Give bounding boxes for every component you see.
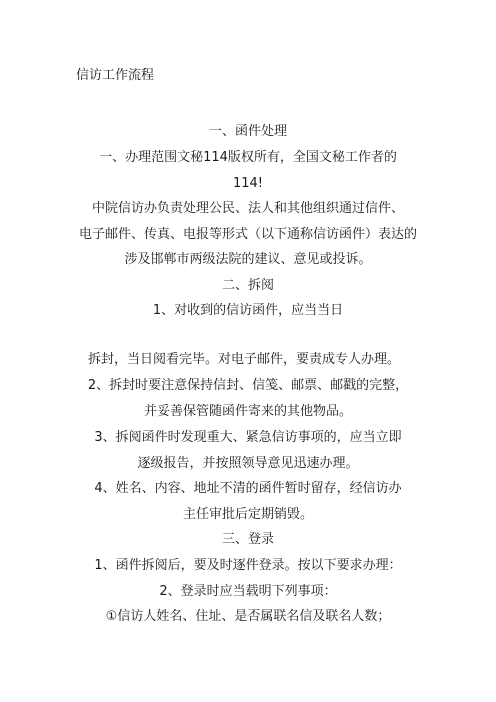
paragraph-line: 中院信访办负责处理公民、法人和其他组织通过信件、 bbox=[91, 201, 404, 216]
paragraph-line: 114! bbox=[232, 176, 264, 191]
section-heading-letters: 一、函件处理 bbox=[208, 124, 287, 139]
paragraph-line: 2、登录时应当载明下列事项： bbox=[159, 584, 337, 599]
paragraph-line: 主任审批后定期销毁。 bbox=[182, 507, 313, 522]
paragraph-line: 拆封，当日阅看完毕。对电子邮件，要责成专人办理。 bbox=[88, 352, 401, 367]
paragraph-line: 一、办理范围文秘114版权所有，全国文秘工作者的 bbox=[99, 150, 397, 165]
paragraph-line: 涉及邯郸市两级法院的建议、意见或投诉。 bbox=[124, 252, 372, 267]
paragraph-line: 3、拆阅函件时发现重大、紧急信访事项的，应当立即 bbox=[94, 430, 402, 445]
paragraph-line: 1、函件拆阅后，要及时逐件登录。按以下要求办理： bbox=[94, 558, 402, 573]
paragraph-line: 2、拆封时要注意保持信封、信笺、邮票、邮戳的完整， bbox=[87, 378, 409, 393]
paragraph-line: 电子邮件、传真、电报等形式（以下通称信访函件）表达的 bbox=[78, 227, 417, 242]
paragraph-line: 1、对收到的信访函件，应当当日 bbox=[152, 303, 344, 318]
paragraph-line: 逐级报告，并按照领导意见迅速办理。 bbox=[137, 456, 359, 471]
section-heading-open: 二、拆阅 bbox=[221, 278, 274, 293]
document-title: 信访工作流程 bbox=[76, 68, 155, 83]
section-heading-register: 三、登录 bbox=[221, 532, 274, 547]
paragraph-line: ①信访人姓名、住址、是否属联名信及联名人数； bbox=[105, 609, 391, 624]
paragraph-line: 并妥善保管随函件寄来的其他物品。 bbox=[143, 404, 352, 419]
paragraph-line: 4、姓名、内容、地址不清的函件暂时留存，经信访办 bbox=[94, 481, 402, 496]
